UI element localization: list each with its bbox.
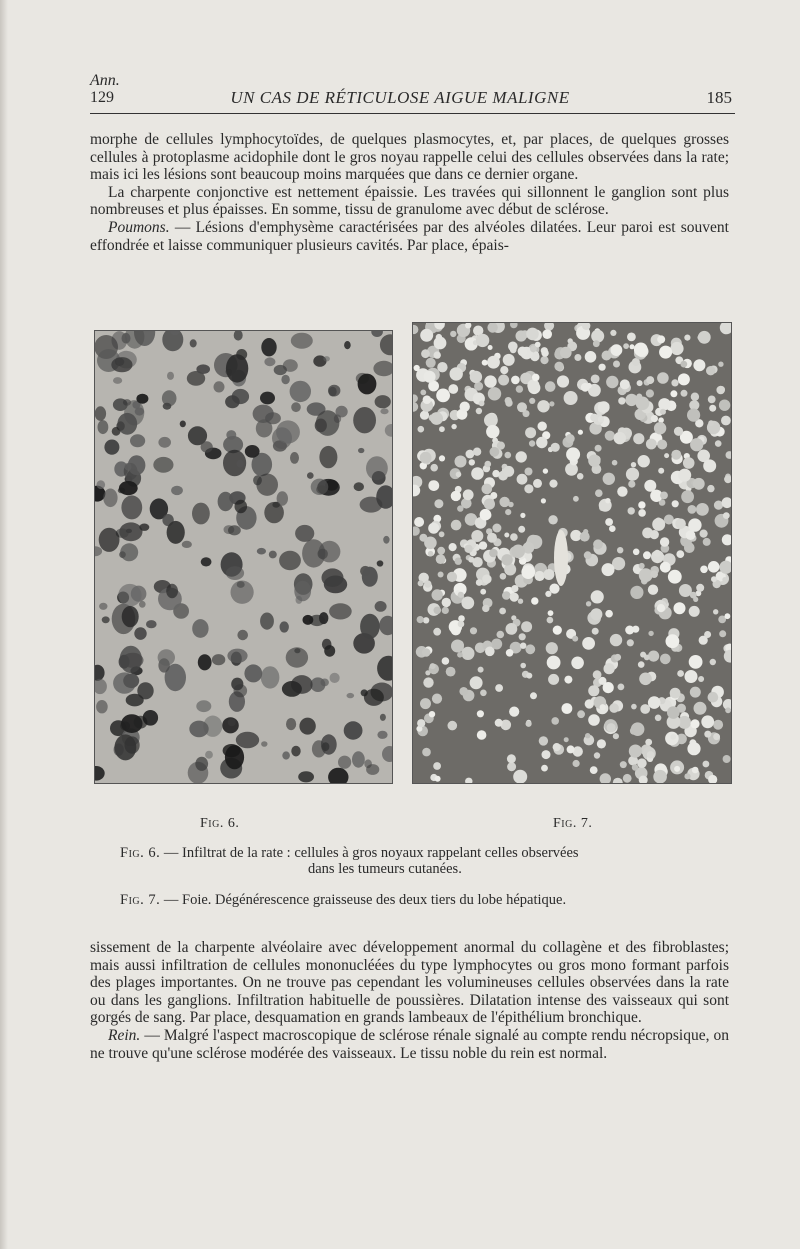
caption-text: — Infiltrat de la rate : cellules à gros noyaux rappelant celles observées [160,845,579,861]
figure-7-micrograph [412,322,732,784]
volume-number: 129 [90,89,114,106]
figure-6-label: Fig. 6. [200,816,240,831]
header-rule [90,113,735,114]
figure-6-micrograph [94,330,393,784]
body-text-top [90,131,729,254]
caption-lead: Fig. 7. [120,892,161,908]
journal-abbrev: Ann. [90,72,120,89]
running-title: UN CAS DE RÉTICULOSE AIGUE MALIGNE [230,88,570,107]
page-edge [0,0,8,1249]
paragraph: sissement de la charpente alvéolaire avec développement anormal du collagène et des fibroblastes; mais aussi infiltration de cellules mononucléées du type lymphocytes ou gros mono formant parfois des plages importantes. On ne trouve pas cependant les volumineuses cellules observées dans la rate ou dans les ganglions. Infiltration habituelle de poussières. Dilatation intense des vaisseaux qui sont gorgés de sang. Par place, desquamation en grands lambeaux de l'épithélium bronchique. [90,939,729,1027]
paragraph: La charpente conjonctive est nettement épaissie. Les travées qui sillonnent le ganglion sont plus nombreuses et plus épaisses. En somme, tissu de granulome avec début de sclérose. [90,183,729,219]
caption-lead: Fig. 6. [120,845,161,861]
caption-text: — Foie. Dégénérescence graisseuse des deux tiers du lobe hépatique. [160,892,567,908]
caption-text-continued: dans les tumeurs cutanées. [308,861,462,877]
paragraph-text: — Lésions d'emphysème caractérisées par des alvéoles dilatées. Leur paroi est souvent effondrée et laisse communiquer plusieurs cavités. Par place, épais- [90,218,729,254]
figure-7-label: Fig. 7. [553,816,593,831]
figure-7-caption [120,892,720,908]
figure-6-caption [120,845,710,877]
paragraph: morphe de cellules lymphocytoïdes, de quelques plasmocytes, et, par places, de quelques grosses cellules à protoplasme acidophile dont le gros noyau rappelle celui des cellules observées dans la rate; mais ici les lésions sont beaucoup moins marquées que dans ce dernier organe. [90,131,729,184]
paragraph [90,219,729,254]
body-text-bottom [90,939,729,1062]
paragraph-text: — Malgré l'aspect macroscopique de sclérose rénale signalé au compte rendu nécropsique, on ne trouve qu'une sclérose modérée des vaisseaux. Le tissu noble du rein est normal. [90,1026,729,1062]
section-lead: Rein. [108,1026,141,1044]
page-number: 185 [706,88,732,107]
paragraph [90,1027,729,1062]
section-lead: Poumons. [108,218,170,236]
